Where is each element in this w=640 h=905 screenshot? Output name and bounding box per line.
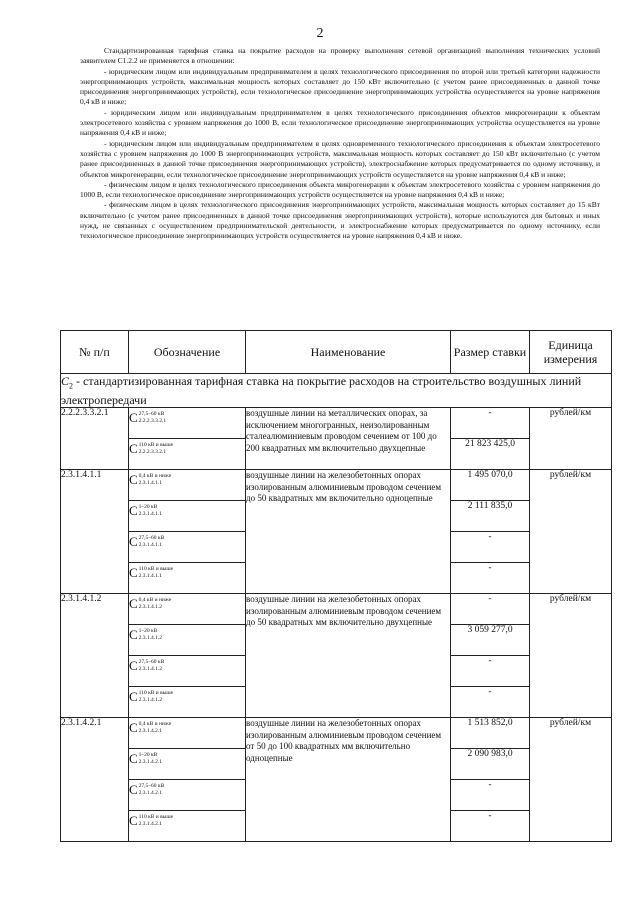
rate-symbol-letter: C — [129, 502, 138, 518]
rate-symbol-letter: C — [129, 719, 138, 735]
rate-value: - — [451, 811, 530, 842]
rate-index: 2.2.2.3.3.2.1 — [138, 448, 167, 455]
unit-of-measure: рублей/км — [530, 718, 612, 842]
rate-symbol-letter: C — [129, 440, 138, 456]
rate-symbol-indices — [139, 411, 167, 425]
rate-value: 3 059 277,0 — [451, 625, 530, 656]
rate-index: 2.3.1.4.1.1 — [138, 510, 163, 517]
rate-symbol-indices — [139, 473, 171, 487]
intro-paragraph: - физическим лицом в целях технологического присоединения объекта микрогенерации к объектам электросетевого хозяйства с уровнем напряжения до 1000 В, если технологическое присоединение энергопринимающих устройств осуществляется на уровне напряжения 0,4 кВ и ниже; — [80, 179, 600, 200]
rate-index: 2.3.1.4.2.1 — [138, 789, 163, 796]
rate-value: 21 823 425,0 — [451, 439, 530, 470]
intro-paragraph: Стандартизированная тарифная ставка на покрытие расходов на проверку выполнения сетевой организацией выполнения технических условий заявителем С1.2.2 не применяется в отношении: — [80, 46, 600, 66]
table-body — [61, 374, 612, 842]
unit-of-measure: рублей/км — [530, 594, 612, 718]
section-text: - стандартизированная тарифная ставка на покрытие расходов на строительство воздушных линий электропередачи — [61, 374, 582, 408]
rate-symbol-letter: C — [129, 657, 138, 673]
unit-of-measure: рублей/км — [530, 470, 612, 594]
rate-symbol-indices — [139, 535, 165, 549]
rate-symbol — [129, 408, 246, 439]
header-designation: Обозначение — [129, 331, 246, 374]
section-title — [61, 374, 612, 408]
rate-symbol-letter: C — [129, 533, 138, 549]
rate-index: 2.3.1.4.1.1 — [138, 479, 163, 486]
rate-symbol — [129, 501, 246, 532]
rate-symbol-letter: C — [129, 471, 138, 487]
intro-paragraph: - юридическим лицом или индивидуальным предпринимателем в целях технологического присоединения объектов микрогенерации к объектам электросетевого хозяйства с уровнем напряжения до 1000 В, если технологическое присоединение энергопринимающих устройства осуществляется на уровне напряжения 0,4 кВ и ниже; — [80, 107, 600, 138]
voltage-level: 27,5–60 кВ — [138, 782, 165, 789]
rate-symbol — [129, 687, 246, 718]
tariff-table — [60, 330, 612, 842]
rate-value: - — [451, 408, 530, 439]
intro-paragraph: - юридическим лицом или индивидуальным предпринимателем в целях одновременного технологического присоединения к объектам электросетевого хозяйства с уровнем напряжения до 1000 В энергопринимающих устройств, максимальная мощность которых составляет до 150 кВт включительно (с учетом ранее присоединенных в данной точке присоединения энергопринимающих устройств), электроснабжение которых предусматривается по одному источнику, и объектов микрогенерации, если технологическое присоединение энергопринимающих устройств осуществляется на уровне напряжения 0,4 кВ и ниже; — [80, 138, 600, 179]
rate-symbol — [129, 625, 246, 656]
rate-value: 1 513 852,0 — [451, 718, 530, 749]
rate-symbol-letter: C — [129, 750, 138, 766]
rate-symbol — [129, 656, 246, 687]
table-row — [61, 594, 612, 625]
rate-symbol-letter: C — [129, 688, 138, 704]
rate-symbol — [129, 811, 246, 842]
rate-symbol-letter: C — [129, 595, 138, 611]
rate-value: - — [451, 780, 530, 811]
rate-symbol-indices — [139, 628, 162, 642]
section-symbol: C — [61, 374, 70, 388]
row-number: 2.3.1.4.1.2 — [61, 594, 129, 718]
voltage-level: 27,5–60 кВ — [138, 410, 165, 417]
page-number: 2 — [316, 26, 324, 41]
rate-symbol-indices — [139, 783, 165, 797]
row-number: 2.2.2.3.3.2.1 — [61, 408, 129, 470]
line-description: воздушные линии на железобетонных опорах изолированным алюминиевым проводом сечением от 50 до 100 квадратных мм включительно одноцепные — [246, 718, 451, 842]
rate-value: - — [451, 687, 530, 718]
voltage-level: 27,5–60 кВ — [138, 658, 165, 665]
intro-paragraph: - физическим лицом в целях технологического присоединения энергопринимающих устройств, максимальная мощность которых составляет до 15 кВт включительно (с учетом ранее присоединенных в данной точке присоединения энергопринимающих устройств), которые используются для бытовых и иных нужд, не связанных с осуществлением предпринимательской деятельности, и электроснабжение которых предусматривается по одному источнику, если технологическое присоединение энергопринимающих устройств осуществляется на уровне напряжения 0,4 кВ и ниже. — [80, 200, 600, 241]
voltage-level: 110 кВ и выше — [138, 689, 174, 696]
section-row — [61, 374, 612, 408]
rate-symbol-indices — [139, 442, 173, 456]
rate-symbol-indices — [139, 566, 173, 580]
rate-value: 2 090 983,0 — [451, 749, 530, 780]
voltage-level: 110 кВ и выше — [138, 441, 174, 448]
rate-index: 2.3.1.4.1.1 — [138, 541, 163, 548]
voltage-level: 27,5–60 кВ — [138, 534, 165, 541]
row-number: 2.3.1.4.1.1 — [61, 470, 129, 594]
line-description: воздушные линии на металлических опорах, за исключением многогранных, неизолированным сталеалюминиевым проводом сечением от 100 до 200 квадратных мм включительно двухцепные — [246, 408, 451, 470]
rate-index: 2.3.1.4.2.1 — [138, 820, 163, 827]
rate-symbol — [129, 749, 246, 780]
rate-symbol-letter: C — [129, 812, 138, 828]
table-row — [61, 408, 612, 439]
voltage-level: 0,4 кВ и ниже — [138, 720, 172, 727]
row-number: 2.3.1.4.2.1 — [61, 718, 129, 842]
line-description: воздушные линии на железобетонных опорах изолированным алюминиевым проводом сечением до 50 квадратных мм включительно двухцепные — [246, 594, 451, 718]
rate-symbol-indices — [139, 721, 171, 735]
voltage-level: 0,4 кВ и ниже — [138, 596, 172, 603]
header-rate: Размер ставки — [451, 331, 530, 374]
rate-index: 2.3.1.4.2.1 — [138, 727, 163, 734]
rate-index: 2.2.2.3.3.2.1 — [138, 417, 167, 424]
voltage-level: 110 кВ и выше — [138, 813, 174, 820]
rate-value: 2 111 835,0 — [451, 501, 530, 532]
table-header-row — [61, 331, 612, 374]
rate-symbol — [129, 780, 246, 811]
section-symbol-sub: 2 — [69, 381, 74, 391]
line-description: воздушные линии на железобетонных опорах изолированным алюминиевым проводом сечением до 50 квадратных мм включительно одноцепные — [246, 470, 451, 594]
rate-symbol — [129, 594, 246, 625]
rate-symbol-indices — [139, 690, 173, 704]
rate-symbol-indices — [139, 752, 162, 766]
voltage-level: 0,4 кВ и ниже — [138, 472, 172, 479]
rate-symbol-indices — [139, 504, 162, 518]
rate-symbol-letter: C — [129, 626, 138, 642]
rate-symbol — [129, 439, 246, 470]
rate-symbol-letter: C — [129, 564, 138, 580]
unit-of-measure: рублей/км — [530, 408, 612, 470]
rate-index: 2.3.1.4.1.2 — [138, 696, 163, 703]
rate-symbol — [129, 532, 246, 563]
rate-symbol-letter: C — [129, 781, 138, 797]
table-row — [61, 718, 612, 749]
voltage-level: 1–20 кВ — [138, 751, 158, 758]
header-name: Наименование — [246, 331, 451, 374]
voltage-level: 1–20 кВ — [138, 503, 158, 510]
voltage-level: 1–20 кВ — [138, 627, 158, 634]
header-unit: Единица измерения — [530, 331, 612, 374]
voltage-level: 110 кВ и выше — [138, 565, 174, 572]
intro-text — [80, 46, 600, 242]
intro-paragraph: - юридическим лицом или индивидуальным предпринимателем в целях технологического присоединения по второй или третьей категории надежности энергопринимающих устройств, максимальная мощность которых составляет до 150 кВт включительно (с учетом ранее присоединенных в данной точке присоединения энергопринимающих устройств), если технологическое присоединение энергопринимающих устройства осуществляется на уровне напряжения 0,4 кВ и ниже; — [80, 66, 600, 107]
rate-symbol-indices — [139, 659, 165, 673]
rate-symbol — [129, 563, 246, 594]
rate-value: - — [451, 563, 530, 594]
rate-value: 1 495 070,0 — [451, 470, 530, 501]
rate-index: 2.3.1.4.1.2 — [138, 603, 163, 610]
rate-index: 2.3.1.4.1.2 — [138, 665, 163, 672]
table-row — [61, 470, 612, 501]
rate-index: 2.3.1.4.2.1 — [138, 758, 163, 765]
rate-value: - — [451, 594, 530, 625]
rate-symbol — [129, 470, 246, 501]
rate-symbol-letter: C — [129, 409, 138, 425]
rate-symbol — [129, 718, 246, 749]
rate-symbol-indices — [139, 814, 173, 828]
header-num: № п/п — [61, 331, 129, 374]
rate-index: 2.3.1.4.1.2 — [138, 634, 163, 641]
rate-value: - — [451, 532, 530, 563]
rate-value: - — [451, 656, 530, 687]
rate-symbol-indices — [139, 597, 171, 611]
rate-index: 2.3.1.4.1.1 — [138, 572, 163, 579]
